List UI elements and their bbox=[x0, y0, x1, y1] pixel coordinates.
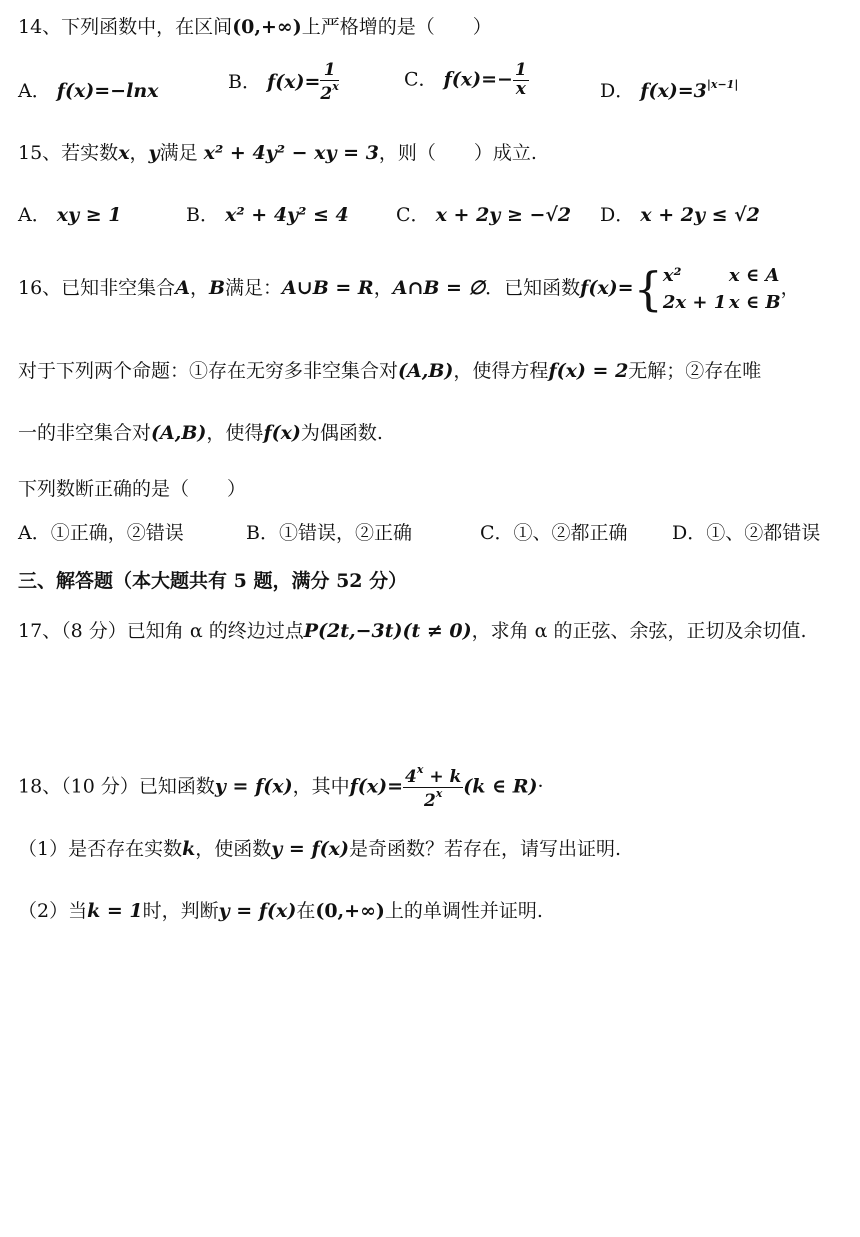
separator: ， bbox=[780, 277, 800, 299]
q15-stem-a: 15、若实数 bbox=[18, 142, 119, 164]
k-condition: (k ∈ R) bbox=[463, 775, 538, 798]
option-text: ①、②都正确 bbox=[513, 522, 628, 544]
q17-stem bbox=[18, 616, 807, 643]
option-expr-lhs: f(x)=− bbox=[443, 68, 513, 91]
q15-condition: x² + 4y² − xy = 3 bbox=[203, 142, 379, 164]
q18-part-2 bbox=[18, 896, 543, 923]
q16-line-2 bbox=[18, 356, 761, 383]
option-expr-lhs: f(x)=3 bbox=[640, 80, 707, 102]
q14-stem-tail: 上严格增的是（ ） bbox=[301, 16, 492, 38]
var-k: k bbox=[182, 838, 196, 860]
option-label: A． bbox=[18, 204, 51, 226]
section-3-title: 三、解答题（本大题共有 5 题，满分 52 分） bbox=[18, 570, 408, 592]
q16-stem-c: ．已知函数 bbox=[485, 277, 581, 299]
option-text: ①错误，②正确 bbox=[278, 522, 412, 544]
option-label: D． bbox=[600, 204, 635, 226]
q18-p1-c: 是奇函数？若存在，请写出证明. bbox=[348, 838, 621, 860]
function-def: y = f(x) bbox=[214, 775, 293, 798]
option-label: A． bbox=[18, 522, 51, 544]
case-1-expr: x² bbox=[662, 265, 682, 286]
set-a: A bbox=[175, 277, 190, 299]
option-expr-lhs: f(x)= bbox=[267, 70, 321, 93]
fraction bbox=[320, 62, 338, 104]
q14-option-a bbox=[18, 76, 158, 103]
var-y: y bbox=[148, 142, 160, 164]
q18-p2-b: 时，判断 bbox=[142, 900, 219, 922]
union-expr: A∪B = R bbox=[282, 277, 374, 299]
option-label: B． bbox=[246, 522, 279, 544]
fraction-denominator: 2 bbox=[320, 83, 333, 104]
q14-stem bbox=[18, 12, 492, 39]
fraction bbox=[513, 62, 529, 99]
k-value: k = 1 bbox=[87, 900, 143, 922]
function-def: y = f(x) bbox=[218, 900, 297, 922]
denominator-base: 2 bbox=[423, 790, 436, 811]
option-expr: x + 2y ≥ −√2 bbox=[435, 204, 572, 226]
numerator-tail: + k bbox=[423, 767, 462, 787]
q16-line3-c: 为偶函数. bbox=[300, 422, 383, 444]
function-lhs: f(x)= bbox=[349, 775, 403, 798]
exponent: x bbox=[416, 763, 424, 776]
option-label: A． bbox=[18, 80, 51, 102]
q14-interval: (0,+∞) bbox=[232, 16, 302, 38]
q16-line3-b: ，使得 bbox=[206, 422, 264, 444]
q14-option-b bbox=[228, 62, 339, 104]
q18-p1-a: （1）是否存在实数 bbox=[18, 838, 183, 860]
case-2-cond: x ∈ B bbox=[728, 292, 781, 313]
q18-p1-b: ，使函数 bbox=[195, 838, 272, 860]
option-expr: x² + 4y² ≤ 4 bbox=[225, 204, 349, 226]
q18-stem-a: 18、（10 分）已知函数 bbox=[18, 775, 215, 798]
fraction bbox=[403, 764, 463, 811]
function: f(x) bbox=[263, 422, 301, 444]
q14-stem-text: 14、下列函数中，在区间 bbox=[18, 16, 233, 38]
numerator-base: 4 bbox=[405, 767, 417, 787]
option-expr: f(x)=−lnx bbox=[56, 80, 159, 102]
q15-stem bbox=[18, 138, 537, 165]
q16-stem-b: 满足： bbox=[225, 277, 283, 299]
intersection-expr: A∩B = ∅ bbox=[392, 277, 486, 299]
q17-stem-b: ，求角 α 的正弦、余弦，正切及余切值. bbox=[471, 620, 807, 642]
q16-option-a bbox=[18, 518, 184, 545]
case-2 bbox=[663, 289, 781, 316]
separator: ， bbox=[189, 277, 209, 299]
q16-line2-a: 对于下列两个命题：①存在无穷多非空集合对 bbox=[18, 360, 399, 382]
option-label: C． bbox=[404, 68, 438, 91]
option-expr: x + 2y ≤ √2 bbox=[640, 204, 760, 226]
q18-p2-a: （2）当 bbox=[18, 900, 88, 922]
q16-option-d bbox=[672, 518, 820, 545]
piecewise-cases bbox=[663, 262, 781, 316]
var-x: x bbox=[118, 142, 130, 164]
set-b: B bbox=[208, 277, 226, 299]
q16-line-3 bbox=[18, 418, 383, 445]
option-label: D． bbox=[672, 522, 707, 544]
exponent: |x−1| bbox=[706, 78, 739, 91]
option-label: C． bbox=[396, 204, 430, 226]
q15-option-d bbox=[600, 200, 760, 227]
q15-option-c bbox=[396, 200, 571, 227]
q15-stem-b: 满足 bbox=[159, 142, 198, 164]
fraction-numerator: 1 bbox=[320, 62, 338, 81]
option-text: ①正确，②错误 bbox=[50, 522, 184, 544]
q15-option-b bbox=[186, 200, 349, 227]
q16-option-c bbox=[480, 518, 628, 545]
q16-option-b bbox=[246, 518, 412, 545]
function-lhs: f(x)= bbox=[580, 277, 634, 299]
option-label: B． bbox=[228, 70, 261, 93]
q14-option-d bbox=[600, 76, 738, 103]
separator: ， bbox=[129, 142, 149, 164]
q14-option-c bbox=[404, 62, 529, 99]
equation: f(x) = 2 bbox=[548, 360, 629, 382]
exponent: x bbox=[435, 786, 443, 800]
option-label: D． bbox=[600, 80, 635, 102]
set-pair: (A,B) bbox=[151, 422, 207, 444]
q18-part-1 bbox=[18, 834, 621, 861]
q18-p2-d: 上的单调性并证明. bbox=[384, 900, 543, 922]
option-label: C． bbox=[480, 522, 514, 544]
q16-prompt: 下列数断正确的是（ ） bbox=[18, 478, 247, 500]
q16-line2-b: ，使得方程 bbox=[453, 360, 549, 382]
case-1-cond: x ∈ A bbox=[728, 265, 780, 286]
q16-stem bbox=[18, 262, 800, 316]
case-2-expr: 2x + 1 bbox=[662, 292, 727, 313]
option-expr: xy ≥ 1 bbox=[56, 204, 122, 226]
exponent: x bbox=[332, 79, 339, 93]
q16-stem-a: 16、已知非空集合 bbox=[18, 277, 176, 299]
fraction-numerator: 1 bbox=[514, 60, 527, 80]
fraction-denominator: x bbox=[515, 78, 526, 99]
q18-stem-b: ，其中 bbox=[292, 775, 350, 798]
option-label: B． bbox=[186, 204, 219, 226]
set-pair: (A,B) bbox=[398, 360, 454, 382]
q15-stem-c: ，则（ ）成立. bbox=[378, 142, 537, 164]
case-1 bbox=[663, 262, 781, 289]
left-brace: { bbox=[633, 262, 663, 316]
separator: ， bbox=[373, 277, 393, 299]
point-p: P(2t,−3t)(t ≠ 0) bbox=[303, 620, 472, 642]
q18-stem bbox=[18, 764, 544, 811]
function-def: y = f(x) bbox=[271, 838, 349, 860]
q16-line2-c: 无解；②存在唯 bbox=[628, 360, 762, 382]
option-text: ①、②都错误 bbox=[706, 522, 821, 544]
q15-option-a bbox=[18, 200, 122, 227]
q17-stem-a: 17、（8 分）已知角 α 的终边过点 bbox=[18, 620, 304, 642]
q18-p2-c: 在 bbox=[296, 900, 316, 922]
end-dot: · bbox=[537, 775, 544, 798]
q16-line3-a: 一的非空集合对 bbox=[18, 422, 152, 444]
interval: (0,+∞) bbox=[315, 900, 385, 922]
